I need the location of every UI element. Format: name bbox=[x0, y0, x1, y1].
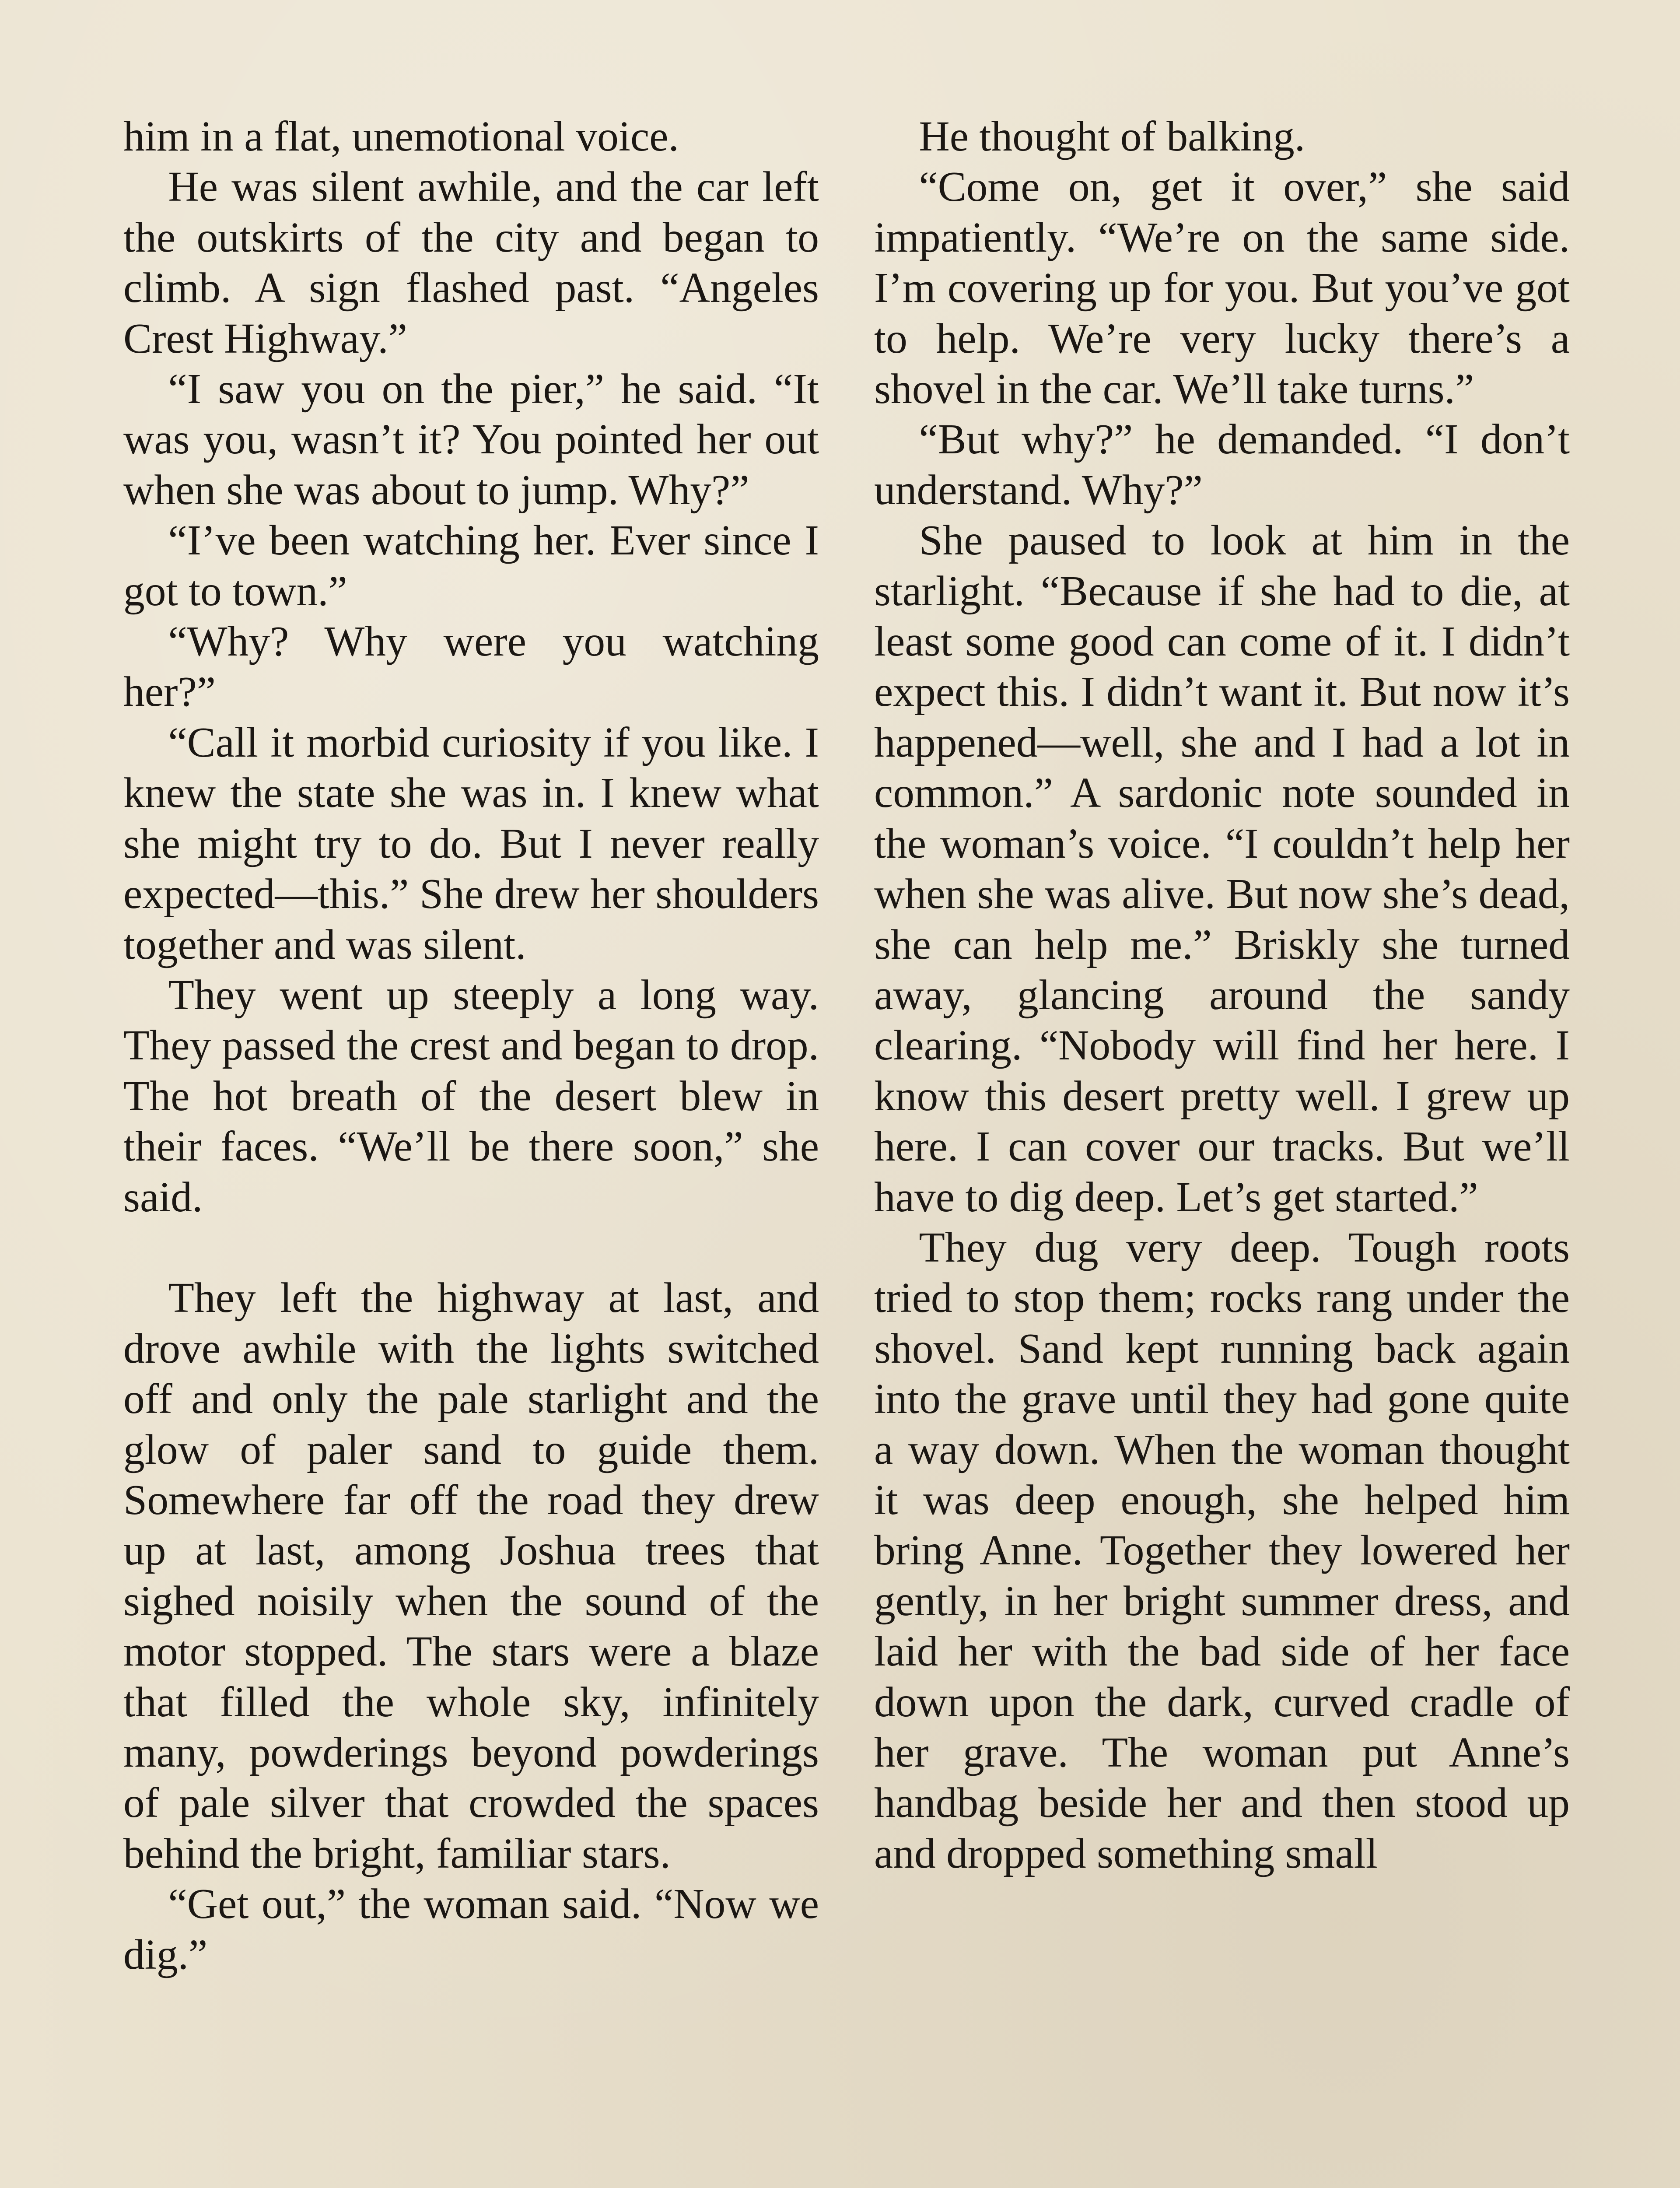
paragraph: They left the highway at last, and drove awhile with the lights switched off and only the pale starlight and the glow of paler sand to guide them. Somewhere far off the road they drew up at last, among Joshua trees that sighed noisily when the sound of the motor stopped. The stars were a blaze that filled the whole sky, infinitely many, powderings beyond powderings of pale silver that crowded the spaces behind the bright, familiar stars. bbox=[123, 1274, 819, 1877]
paragraph: He thought of balking. bbox=[919, 113, 1306, 160]
paragraph: “Call it morbid curiosity if you like. I knew the state she was in. I knew what she might try to do. But I never really expected—this.” She drew her shoulders together and was silent. bbox=[123, 719, 819, 968]
paragraph: “Why? Why were you watching her?” bbox=[123, 618, 819, 716]
paragraph: “I’ve been watching her. Ever since I got to town.” bbox=[123, 517, 819, 615]
paragraph: They went up steeply a long way. They passed the crest and began to drop. The hot breath of the desert blew in their faces. “We’ll be there soon,” she said. bbox=[123, 971, 819, 1221]
paragraph: “Get out,” the woman said. “Now we dig.” bbox=[123, 1880, 819, 1978]
paragraph: him in a flat, unemotional voice. bbox=[123, 113, 679, 160]
paragraph: “I saw you on the pier,” he said. “It was you, wasn’t it? You pointed her out when she was about to jump. Why?” bbox=[123, 365, 819, 514]
paragraph: “Come on, get it over,” she said impatiently. “We’re on the same side. I’m covering up for you. But you’ve got to help. We’re very lucky there’s a shovel in the car. We’ll take turns.” bbox=[874, 163, 1570, 413]
paragraph: They dug very deep. Tough roots tried to stop them; rocks rang under the shovel. Sand kept running back again into the grave until they had gone quite a way down. When the woman thought it was deep enough, she helped him bring Anne. Together they lowered her gently, in her bright summer dress, and laid her with the bad side of her face down upon the dark, curved cradle of her grave. The woman put Anne’s handbag beside her and then stood up and dropped something small bbox=[874, 1224, 1570, 1877]
right-column bbox=[874, 112, 1570, 1879]
left-column bbox=[123, 112, 819, 1980]
paragraph: She paused to look at him in the starlight. “Because if she had to die, at least some good can come of it. I didn’t expect this. I didn’t want it. But now it’s happened—well, she and I had a lot in common.” A sardonic note sounded in the woman’s voice. “I couldn’t help her when she was alive. But now she’s dead, she can help me.” Briskly she turned away, glancing around the sandy clearing. “Nobody will find her here. I know this desert pretty well. I grew up here. I can cover our tracks. But we’ll have to dig deep. Let’s get started.” bbox=[874, 517, 1570, 1221]
paragraph: “But why?” he demanded. “I don’t understand. Why?” bbox=[874, 416, 1570, 514]
paragraph: He was silent awhile, and the car left the outskirts of the city and began to climb. A sign flashed past. “Angeles Crest Highway.” bbox=[123, 163, 819, 362]
